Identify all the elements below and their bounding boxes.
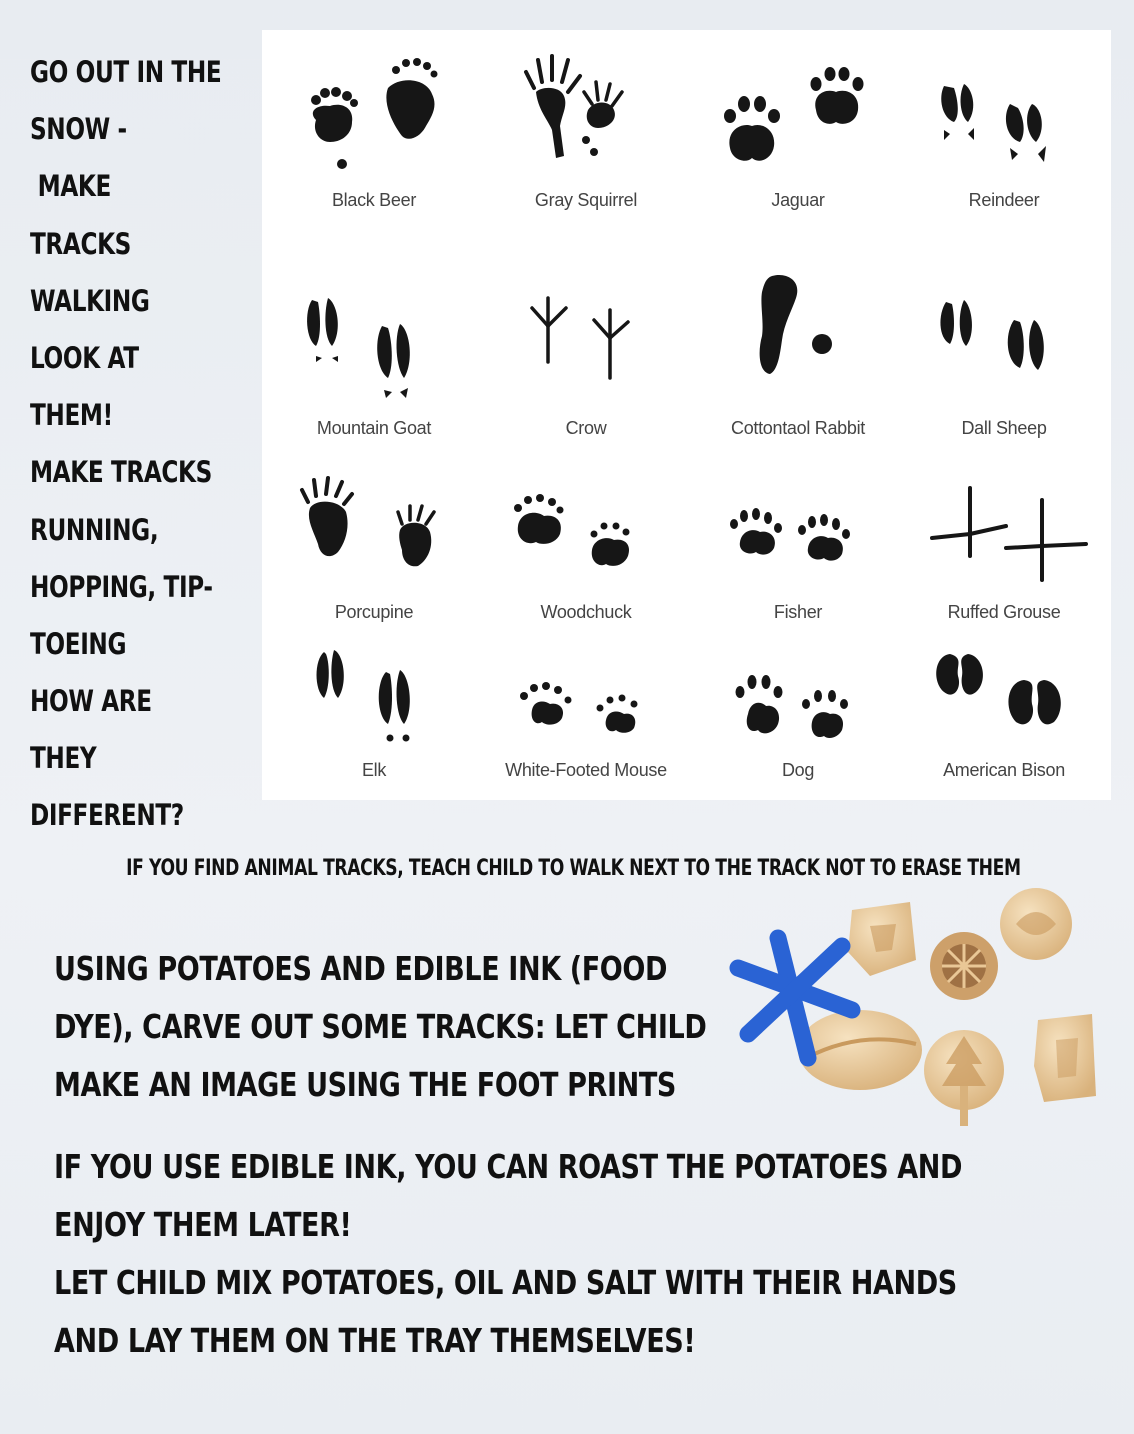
snow-tracks-instructions — [30, 44, 280, 845]
rabbit-track-icon — [692, 250, 904, 440]
instruction-line: DIFFERENT? — [30, 798, 184, 833]
track-cell-black-bear — [268, 30, 480, 230]
track-label: Dall Sheep — [961, 418, 1047, 438]
track-label: American Bison — [943, 760, 1065, 780]
instruction-line: HOPPING, TIP- — [30, 569, 213, 604]
track-cell-ruffed-grouse — [898, 450, 1110, 620]
roast-line: LET CHILD MIX POTATOES, OIL AND SALT WITH THEIR HANDS — [54, 1263, 957, 1302]
potato-instructions — [54, 940, 850, 1114]
sheep-track-icon — [898, 250, 1110, 440]
instruction-line: SNOW - — [30, 112, 127, 147]
track-label: Fisher — [773, 602, 823, 622]
grouse-track-icon — [898, 450, 1110, 620]
instruction-line: MAKE — [30, 169, 111, 204]
track-cell-american-bison — [898, 630, 1110, 800]
round-stamp-icon — [1000, 888, 1072, 960]
porcupine-track-icon — [268, 450, 480, 620]
instruction-line: TOEING — [30, 626, 127, 661]
leaf-stamp-icon — [848, 902, 916, 976]
square-stamp-icon — [1034, 1014, 1096, 1102]
track-cell-white-footed-mouse — [480, 630, 692, 800]
tip-text: IF YOU FIND ANIMAL TRACKS, TEACH CHILD TO WALK NEXT TO THE TRACK NOT TO ERASE THEM — [126, 856, 1021, 881]
animal-tracks-chart — [262, 30, 1111, 800]
track-label: Porcupine — [334, 602, 414, 622]
track-label: Black Beer — [331, 190, 417, 210]
track-label: Ruffed Grouse — [947, 602, 1061, 622]
woodchuck-track-icon — [480, 450, 692, 620]
tracks-tip — [0, 856, 1134, 881]
track-label: Dog — [781, 760, 815, 780]
track-cell-fisher — [692, 450, 904, 620]
goat-track-icon — [268, 250, 480, 440]
track-label: Crow — [565, 418, 607, 438]
instruction-line: THEM! — [30, 398, 113, 433]
track-label: Gray Squirrel — [534, 190, 638, 210]
roast-line: ENJOY THEM LATER! — [54, 1205, 352, 1244]
snowflake-stamp-icon — [930, 932, 998, 1000]
track-label: Mountain Goat — [316, 418, 432, 438]
track-cell-cottontail-rabbit — [692, 250, 904, 440]
instruction-line: HOW ARE — [30, 684, 152, 719]
track-label: Woodchuck — [540, 602, 632, 622]
instruction-line: TRACKS — [30, 226, 131, 261]
track-cell-mountain-goat — [268, 250, 480, 440]
track-cell-crow — [480, 250, 692, 440]
track-cell-woodchuck — [480, 450, 692, 620]
track-cell-dall-sheep — [898, 250, 1110, 440]
roast-line: AND LAY THEM ON THE TRAY THEMSELVES! — [54, 1321, 696, 1360]
potato-line: USING POTATOES AND EDIBLE INK (FOOD — [54, 949, 668, 988]
instruction-line: WALKING — [30, 283, 150, 318]
roast-instructions — [54, 1138, 1134, 1370]
track-cell-jaguar — [692, 30, 904, 230]
track-label: Reindeer — [968, 190, 1040, 210]
track-cell-porcupine — [268, 450, 480, 620]
track-cell-dog — [692, 630, 904, 800]
tree-stamp-icon — [924, 1030, 1004, 1126]
potato-line: MAKE AN IMAGE USING THE FOOT PRINTS — [54, 1065, 676, 1104]
track-label: Cottontaol Rabbit — [731, 418, 865, 438]
track-label: Jaguar — [771, 190, 825, 210]
track-cell-reindeer — [898, 30, 1110, 230]
instruction-line: MAKE TRACKS — [30, 455, 212, 490]
roast-line: IF YOU USE EDIBLE INK, YOU CAN ROAST THE POTATOES AND — [54, 1147, 963, 1186]
instruction-line: THEY — [30, 741, 97, 776]
fisher-track-icon — [692, 450, 904, 620]
instruction-line: LOOK AT — [30, 340, 139, 375]
instruction-line: RUNNING, — [30, 512, 159, 547]
track-cell-elk — [268, 630, 480, 800]
track-label: White-Footed Mouse — [505, 760, 667, 780]
instruction-line: GO OUT IN THE — [30, 55, 222, 89]
potato-line: DYE), CARVE OUT SOME TRACKS: LET CHILD — [54, 1007, 707, 1046]
track-label: Elk — [361, 760, 387, 780]
track-cell-gray-squirrel — [480, 30, 692, 230]
crow-track-icon — [480, 250, 692, 440]
